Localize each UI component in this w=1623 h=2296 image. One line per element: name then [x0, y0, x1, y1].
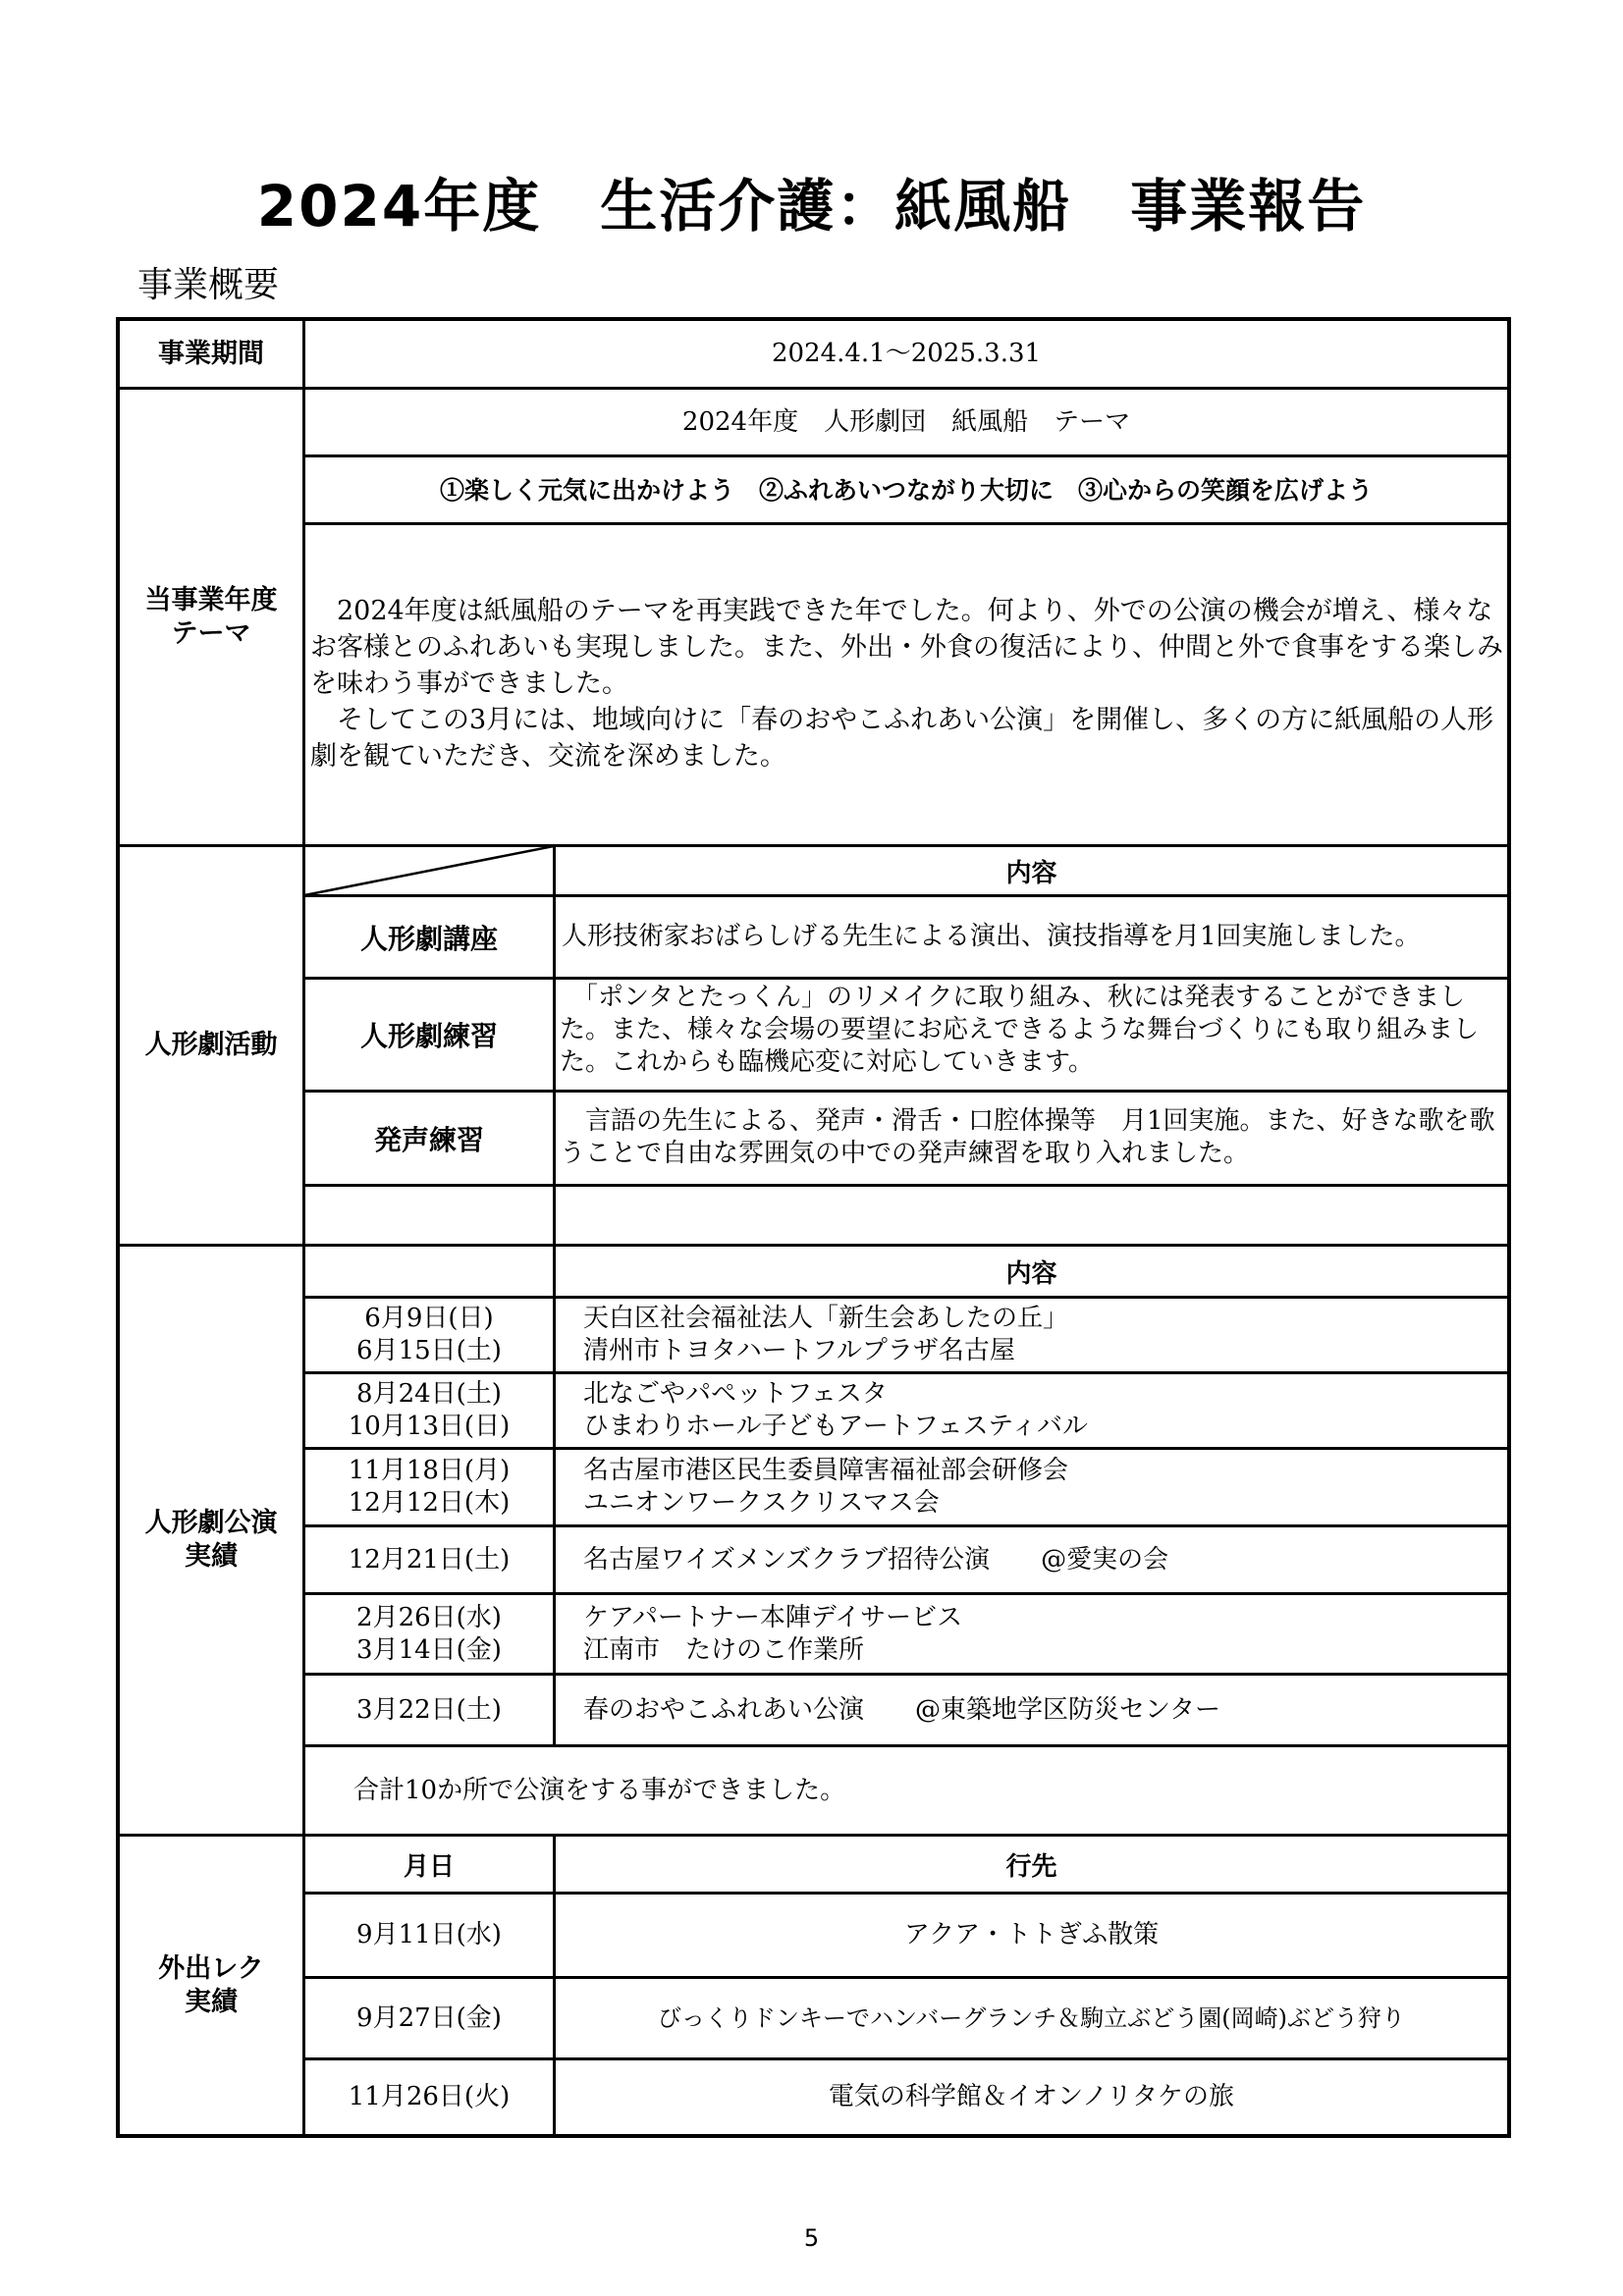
- performance-header: 内容: [1005, 1258, 1057, 1289]
- outing-date: 11月26日(火): [348, 2082, 511, 2111]
- outing-date-header: 月日: [403, 1851, 455, 1882]
- activity-content: [560, 1105, 1508, 1170]
- period-label: 事業期間: [158, 338, 264, 369]
- performance-content: 天白区社会福祉法人「新生会あしたの丘」 清州市トヨタハートフルプラザ名古屋: [583, 1304, 1069, 1365]
- performance-content: 北なごやパペットフェスタ ひまわりホール子どもアートフェスティバル: [583, 1379, 1089, 1441]
- header-diagonal: [304, 846, 554, 895]
- theme-label: 当事業年度 テーマ: [144, 584, 278, 649]
- activity-label: 人形劇活動: [144, 1030, 278, 1060]
- performance-dates: 3月22日(土): [356, 1694, 502, 1725]
- performance-dates: 8月24日(土) 10月13日(日): [348, 1379, 511, 1441]
- section-heading: 事業概要: [137, 265, 280, 305]
- performance-dates: 2月26日(水) 3月14日(金): [356, 1602, 502, 1665]
- performance-dates: 6月9日(日) 6月15日(土): [356, 1304, 502, 1365]
- activity-name: 発声練習: [373, 1123, 484, 1156]
- period-value: 2024.4.1～2025.3.31: [771, 339, 1042, 368]
- activity-header: 内容: [1005, 858, 1057, 888]
- theme-description: [310, 593, 1510, 774]
- performance-dates: 12月21日(土): [348, 1544, 511, 1575]
- activity-name: 人形劇講座: [359, 922, 498, 955]
- outing-place: びっくりドンキーでハンバーグランチ＆駒立ぶどう園(岡崎)ぶどう狩り: [657, 2003, 1406, 2032]
- activity-name: 人形劇練習: [359, 1020, 498, 1052]
- page-number: 5: [803, 2224, 820, 2252]
- theme-title: 2024年度 人形劇団 紙風船 テーマ: [681, 406, 1131, 437]
- activity-content-text: 言語の先生による、発声・滑舌・口腔体操等 月1回実施。また、好きな歌を歌うことで自由な雰囲気の中での発声練習を取り入れました。: [560, 1106, 1495, 1168]
- activity-content-text: 「ポンタとたっくん」のリメイクに取り組み、秋には発表することができました。また、様々な会場の要望にお応えできるような舞台づくりにも取り組みました。これからも臨機応変に対応していきます。: [560, 983, 1480, 1077]
- outing-date: 9月11日(水): [356, 1920, 502, 1949]
- performance-total: 合計10か所で公演をする事ができました。: [353, 1775, 846, 1805]
- outing-place: アクア・トトぎふ散策: [903, 1920, 1160, 1949]
- theme-slogan: ①楽しく元気に出かけよう ②ふれあいつながり大切に ③心からの笑顔を広げよう: [439, 475, 1373, 505]
- activity-content: [560, 982, 1508, 1079]
- theme-paragraph-1: 2024年度は紙風船のテーマを再実践できた年でした。何より、外での公演の機会が増え、様々なお客様とのふれあいも実現しました。また、外出・外食の復活により、仲間と外で食事をする楽しみを味わう事ができました。: [310, 596, 1503, 699]
- outing-date: 9月27日(金): [356, 2002, 502, 2033]
- performance-content: 名古屋市港区民生委員障害福祉部会研修会 ユニオンワークスクリスマス会: [583, 1456, 1069, 1518]
- outing-place-header: 行先: [1005, 1851, 1057, 1882]
- performance-content: 春のおやこふれあい公演 @東築地学区防災センター: [583, 1694, 1220, 1725]
- performance-content: ケアパートナー本陣デイサービス 江南市 たけのこ作業所: [583, 1602, 963, 1665]
- theme-paragraph-2: そしてこの3月には、地域向けに「春のおやこふれあい公演」を開催し、多くの方に紙風船の人形劇を観ていただき、交流を深めました。: [310, 705, 1494, 772]
- activity-content: 人形技術家おばらしげる先生による演出、演技指導を月1回実施しました。: [562, 922, 1421, 951]
- performance-dates: 11月18日(月) 12月12日(木): [348, 1456, 511, 1518]
- outing-place: 電気の科学館＆イオンノリタケの旅: [828, 2082, 1235, 2111]
- performance-label: 人形劇公演 実績: [144, 1508, 278, 1572]
- page-title: 2024年度 生活介護：紙風船 事業報告: [256, 173, 1367, 240]
- outing-label: 外出レク 実績: [158, 1952, 264, 2017]
- performance-content: 名古屋ワイズメンズクラブ招待公演 @愛実の会: [583, 1544, 1169, 1575]
